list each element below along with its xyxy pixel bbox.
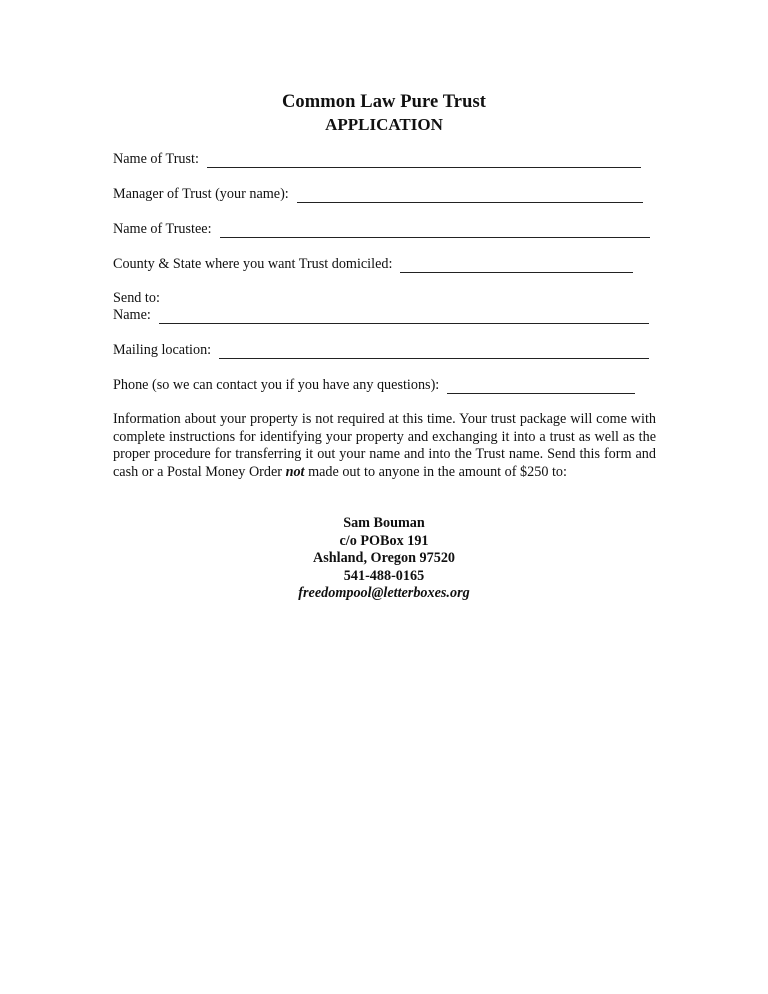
phone-label: Phone (so we can contact you if you have any questions): <box>113 377 440 393</box>
paragraph-emphasis: not <box>285 463 305 480</box>
contact-block <box>0 515 768 603</box>
instructions-paragraph <box>113 411 656 481</box>
name-field <box>113 307 649 324</box>
paragraph-part1: Information about your property is not required at this time. Your trust package will come with complete instructions for identifying your property and exchanging it into a trust as well as the proper procedure for transferring it out your name and into the Trust name. Send this form and cash or a Postal Money Order <box>113 411 656 480</box>
mailing-field <box>113 342 649 359</box>
document-subtitle: APPLICATION <box>325 115 443 134</box>
trustee-label: Name of Trustee: <box>113 221 212 237</box>
trustee-blank[interactable] <box>220 223 650 238</box>
contact-name: Sam Bouman <box>343 515 425 531</box>
contact-email[interactable]: freedompool@letterboxes.org <box>298 585 470 602</box>
mailing-blank[interactable] <box>219 344 649 359</box>
contact-city: Ashland, Oregon 97520 <box>312 550 456 567</box>
county-state-blank[interactable] <box>400 258 633 273</box>
contact-pobox: c/o POBox 191 <box>339 532 429 549</box>
trustee-field <box>113 221 650 238</box>
document-title: Common Law Pure Trust <box>281 92 487 112</box>
mailing-label: Mailing location: <box>113 342 212 358</box>
phone-field <box>113 377 635 394</box>
trust-name-blank[interactable] <box>207 153 641 168</box>
county-state-label: County & State where you want Trust domiciled: <box>113 256 393 272</box>
manager-blank[interactable] <box>297 188 643 203</box>
phone-blank[interactable] <box>447 379 635 394</box>
trust-name-field <box>113 151 641 168</box>
manager-field <box>113 186 643 203</box>
trust-name-label: Name of Trust: <box>113 151 199 167</box>
name-blank[interactable] <box>159 309 649 324</box>
county-state-field <box>113 256 633 273</box>
name-label: Name: <box>113 307 151 323</box>
contact-phone: 541-488-0165 <box>343 567 425 584</box>
manager-label: Manager of Trust (your name): <box>113 186 289 202</box>
paragraph-part2: made out to anyone in the amount of $250 to: <box>304 463 567 480</box>
send-to-label: Send to: <box>113 290 160 306</box>
